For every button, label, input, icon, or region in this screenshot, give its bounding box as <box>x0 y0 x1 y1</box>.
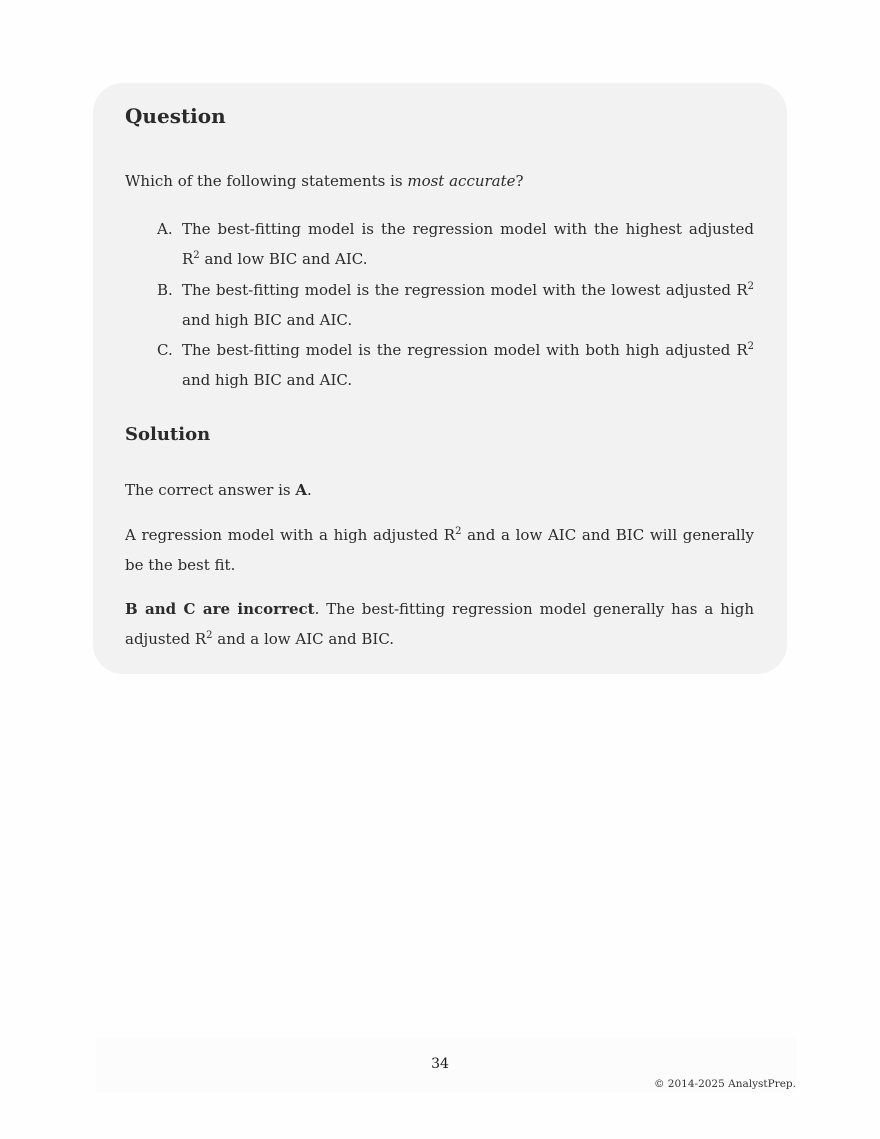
option-text: The best-fitting model is the regression model with both high adjusted R <box>182 341 748 360</box>
explanation-text: A regression model with a high adjusted R <box>125 526 456 544</box>
option-c <box>125 335 754 396</box>
option-text: The best-fitting model is the regression model with the highest adjusted R <box>182 220 754 269</box>
answer-end: . <box>307 481 312 499</box>
incorrect-paragraph <box>125 594 754 654</box>
stem-emphasis: most accurate <box>407 172 516 190</box>
question-card <box>93 83 787 674</box>
explanation-paragraph <box>125 520 754 580</box>
option-b <box>125 275 754 336</box>
stem-end: ? <box>515 172 524 190</box>
superscript: 2 <box>747 280 754 292</box>
explanation-text-end: and a low AIC and BIC will generally be the best fit. <box>125 526 754 574</box>
copyright-notice: © 2014-2025 AnalystPrep. <box>653 1078 796 1090</box>
superscript: 2 <box>455 526 462 537</box>
question-stem <box>125 171 524 191</box>
option-letter: B. <box>157 280 173 299</box>
option-text: The best-fitting model is the regression model with the lowest adjusted R <box>182 280 748 299</box>
superscript: 2 <box>193 250 200 262</box>
solution-heading: Solution <box>125 424 211 445</box>
incorrect-label: B and C are incorrect <box>125 600 315 618</box>
superscript: 2 <box>747 341 754 353</box>
incorrect-text-end: and a low AIC and BIC. <box>212 630 395 648</box>
option-letter: C. <box>157 341 173 360</box>
stem-text: Which of the following statements is <box>125 172 408 190</box>
option-text-end: and high BIC and AIC. <box>182 310 353 329</box>
incorrect-text: . The best-fitting regression model generally has a high adjusted R <box>125 600 755 648</box>
answer-letter: A <box>295 481 308 499</box>
answer-options <box>125 214 754 396</box>
option-letter: A. <box>157 220 173 238</box>
option-text-end: and low BIC and AIC. <box>199 250 368 269</box>
page-number: 34 <box>431 1056 449 1072</box>
option-text-end: and high BIC and AIC. <box>182 371 353 390</box>
correct-answer-line <box>125 475 754 505</box>
option-a <box>125 214 754 275</box>
superscript: 2 <box>206 630 213 641</box>
question-heading: Question <box>125 104 226 128</box>
answer-text: The correct answer is <box>125 481 296 499</box>
